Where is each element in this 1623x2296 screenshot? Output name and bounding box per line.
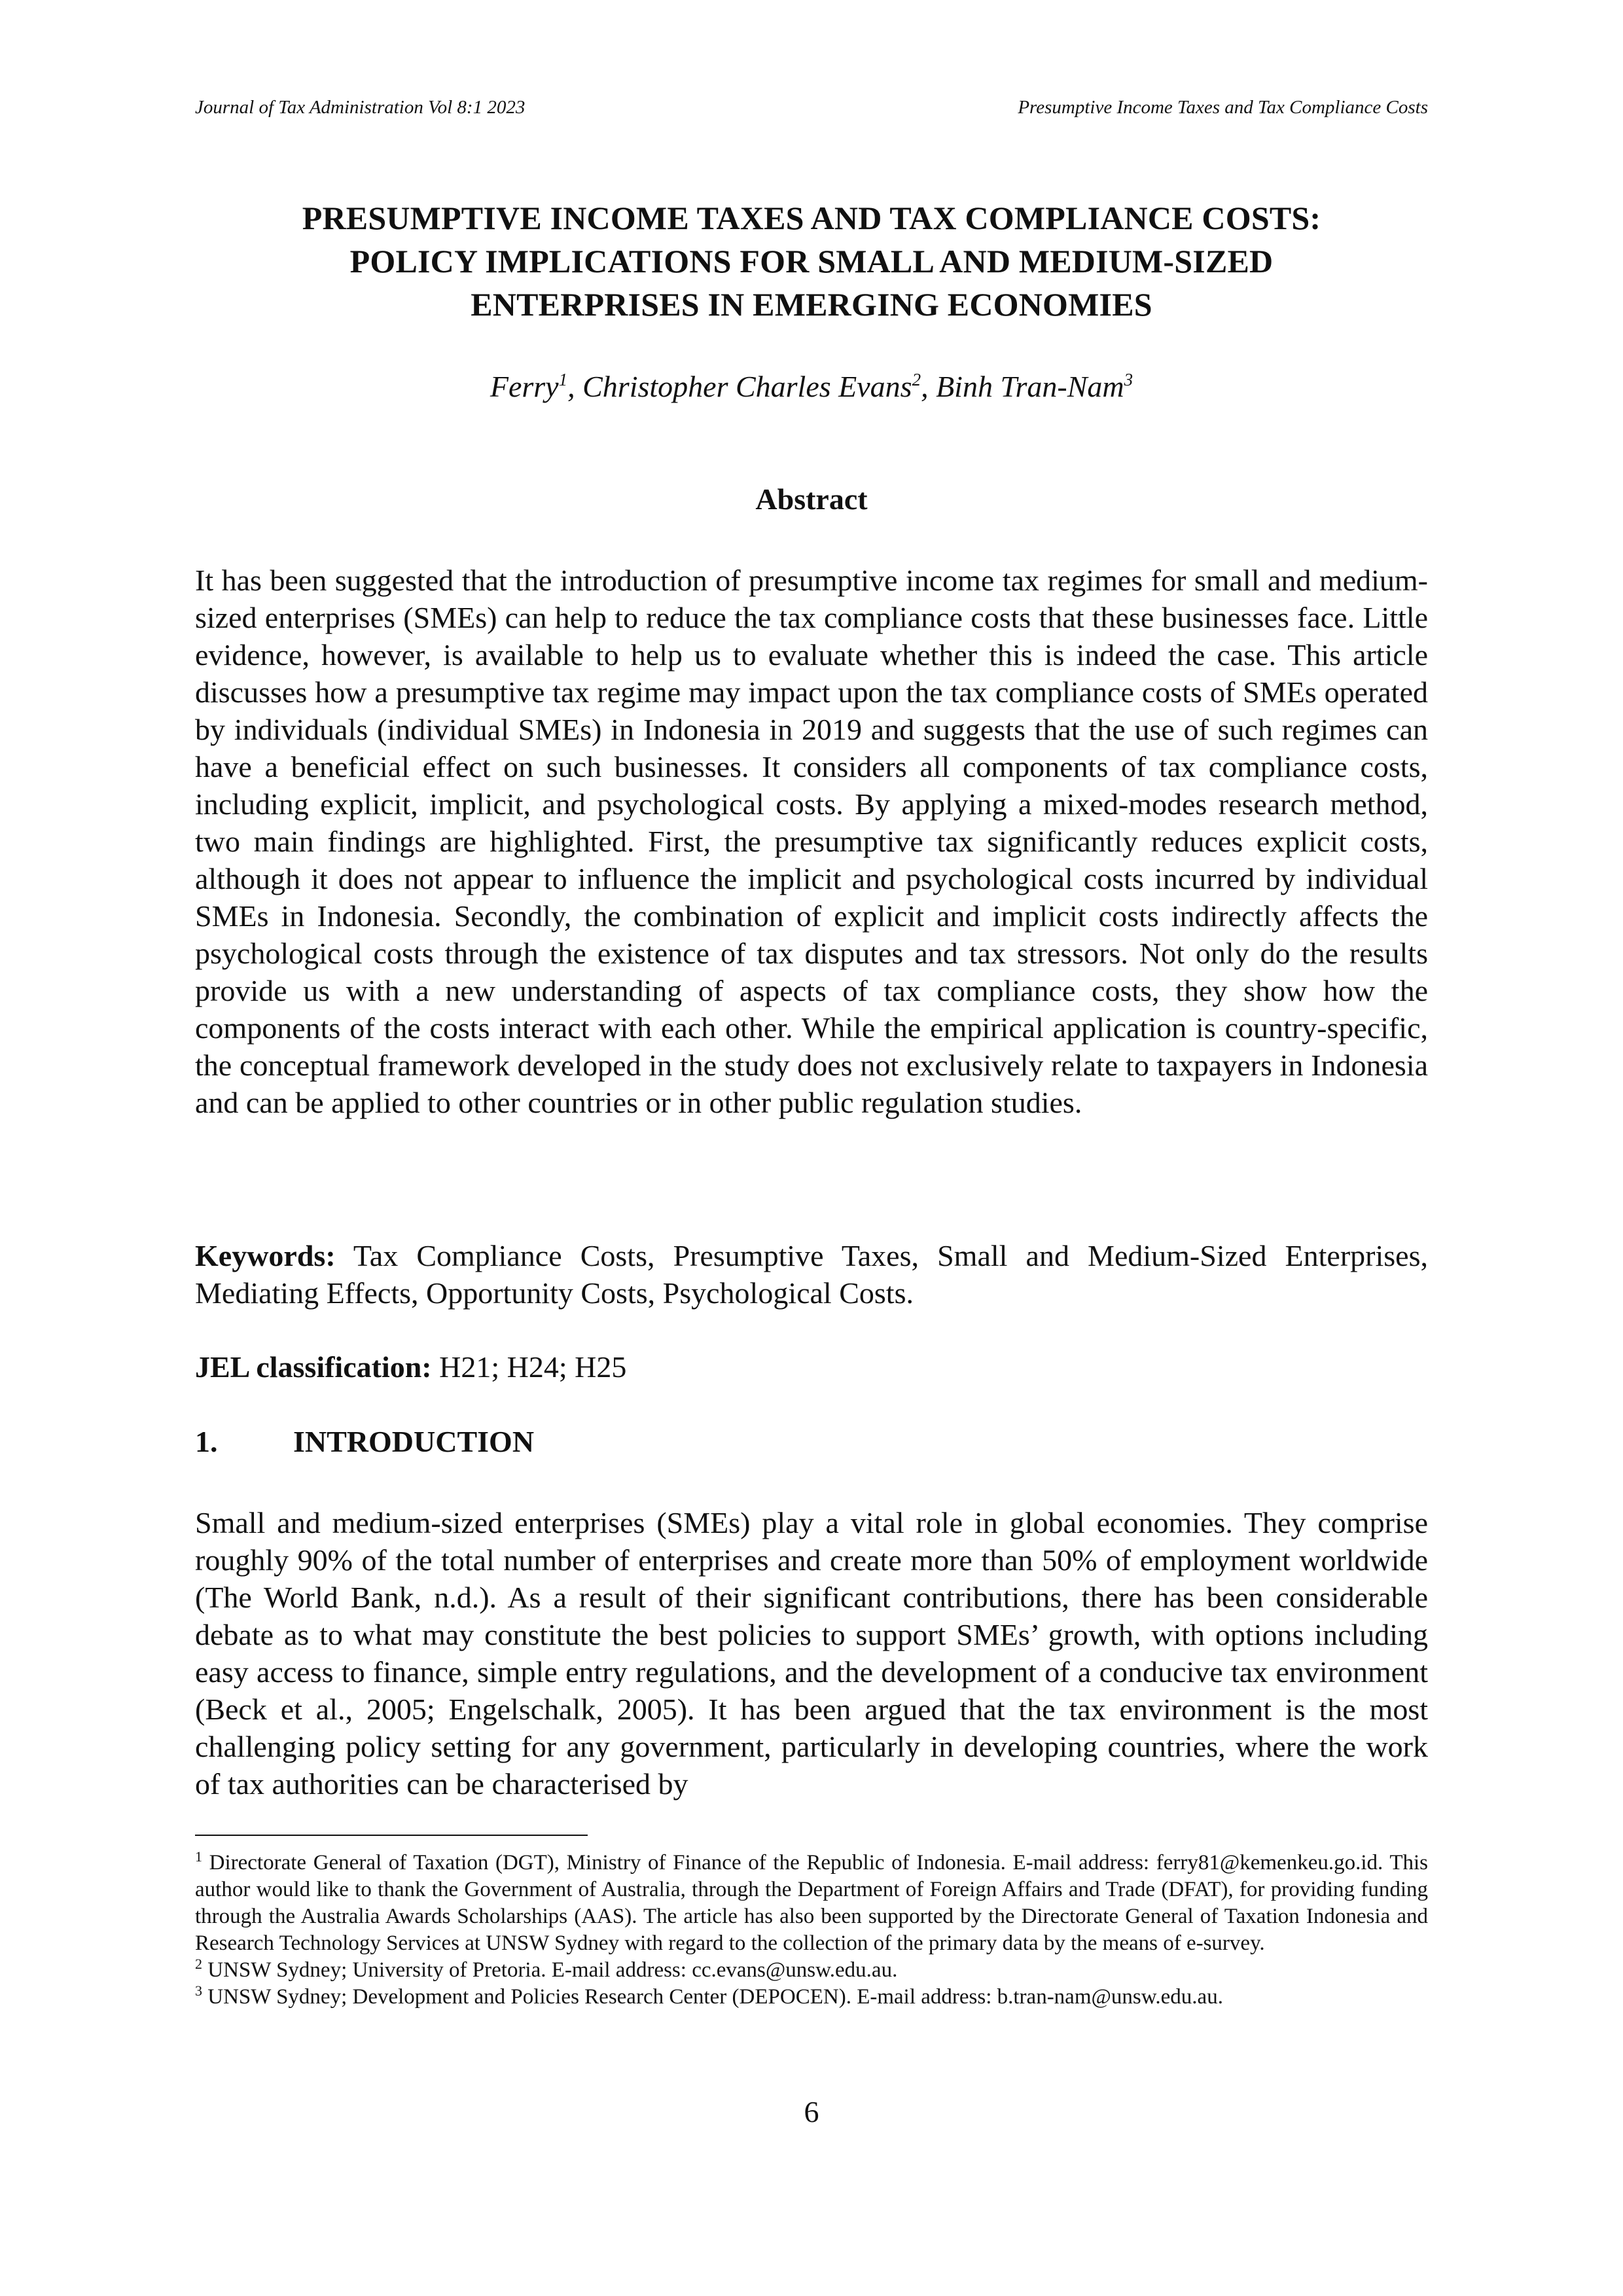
footnote-text: UNSW Sydney; University of Pretoria. E-mail address: cc.evans@unsw.edu.au. [202,1958,898,1982]
author-separator: , [921,370,936,403]
author-name: Christopher Charles Evans [582,370,912,403]
footnotes [195,1850,1428,2011]
jel-classification [195,1350,1428,1384]
author-footnote-mark: 3 [1124,370,1133,389]
abstract-text: It has been suggested that the introduction of presumptive income tax regimes for small and medium-sized enterprises (SMEs) can help to reduce the tax compliance costs that these businesses face. Little evidence, however, is available to help us to evaluate whether this is indeed the case. This article discusses how a presumptive tax regime may impact upon the tax compliance costs of SMEs operated by individuals (individual SMEs) in Indonesia in 2019 and suggests that the use of such regimes can have a beneficial effect on such businesses. It considers all components of tax compliance costs, including explicit, implicit, and psychological costs. By applying a mixed-modes research method, two main findings are highlighted. First, the presumptive tax significantly reduces explicit costs, although it does not appear to influence the implicit and psychological costs incurred by individual SMEs in Indonesia. Secondly, the combination of explicit and implicit costs indirectly affects the psychological costs through the existence of tax disputes and tax stressors. Not only do the results provide us with a new understanding of aspects of tax compliance costs, they show how the components of the costs interact with each other. While the empirical application is country-specific, the conceptual framework developed in the study does not exclusively relate to taxpayers in Indonesia and can be applied to other countries or in other public regulation studies. [195,564,1428,1119]
footnote-mark: 2 [195,1956,202,1972]
section-title: INTRODUCTION [293,1425,535,1458]
author-list [195,369,1428,404]
section-number: 1. [195,1425,218,1458]
author-footnote-mark: 2 [912,370,921,389]
jel-label: JEL classification: [195,1350,432,1384]
title-line-2: POLICY IMPLICATIONS FOR SMALL AND MEDIUM-SIZED [349,243,1274,279]
section-heading [195,1424,1428,1459]
jel-codes: H21; H24; H25 [431,1350,627,1384]
author-name: Ferry [490,370,559,403]
running-title: Presumptive Income Taxes and Tax Compliance Costs [1018,97,1428,118]
keywords [195,1237,1428,1312]
paper-title [195,196,1428,326]
keywords-label: Keywords: [195,1239,336,1272]
abstract-heading: Abstract [755,482,868,516]
footnote-divider [195,1835,588,1836]
title-line-1: PRESUMPTIVE INCOME TAXES AND TAX COMPLIANCE COSTS: [302,200,1321,236]
author-footnote-mark: 1 [558,370,568,389]
page-number: 6 [804,2095,819,2128]
footnote [195,1957,1428,1984]
footnote-text: UNSW Sydney; Development and Policies Research Center (DEPOCEN). E-mail address: b.tran-nam@unsw.edu.au. [202,1985,1223,2009]
footnote-mark: 3 [195,1982,202,1999]
journal-name: Journal of Tax Administration Vol 8:1 2023 [195,97,526,118]
keywords-text: Tax Compliance Costs, Presumptive Taxes, Small and Medium-Sized Enterprises, Mediating Effects, Opportunity Costs, Psychological Costs. [195,1239,1428,1310]
footnote [195,1850,1428,1957]
running-header [195,97,1428,118]
author-name: Binh Tran-Nam [936,370,1124,403]
footnote-mark: 1 [195,1848,202,1865]
title-line-3: ENTERPRISES IN EMERGING ECONOMIES [471,286,1152,323]
footnote [195,1984,1428,2011]
footnote-text: Directorate General of Taxation (DGT), Ministry of Finance of the Republic of Indonesia. E-mail address: ferry81@kemenkeu.go.id. This author would like to thank the Government of Australia, through the Department of Foreign Affairs and Trade (DFAT), for providing funding through the Australia Awards Scholarships (AAS). The article has also been supported by the Directorate General of Taxation Indonesia and Research Technology Services at UNSW Sydney with regard to the collection of the primary data by the means of e-survey. [195,1851,1428,1955]
introduction-text: Small and medium-sized enterprises (SMEs) play a vital role in global economies. They comprise roughly 90% of the total number of enterprises and create more than 50% of employment worldwide (The World Bank, n.d.). As a result of their significant contributions, there has been considerable debate as to what may constitute the best policies to support SMEs’ growth, with options including easy access to finance, simple entry regulations, and the development of a conducive tax environment (Beck et al., 2005; Engelschalk, 2005). It has been argued that the tax environment is the most challenging policy setting for any government, particularly in developing countries, where the work of tax authorities can be characterised by [195,1506,1428,1801]
author-separator: , [567,370,583,403]
